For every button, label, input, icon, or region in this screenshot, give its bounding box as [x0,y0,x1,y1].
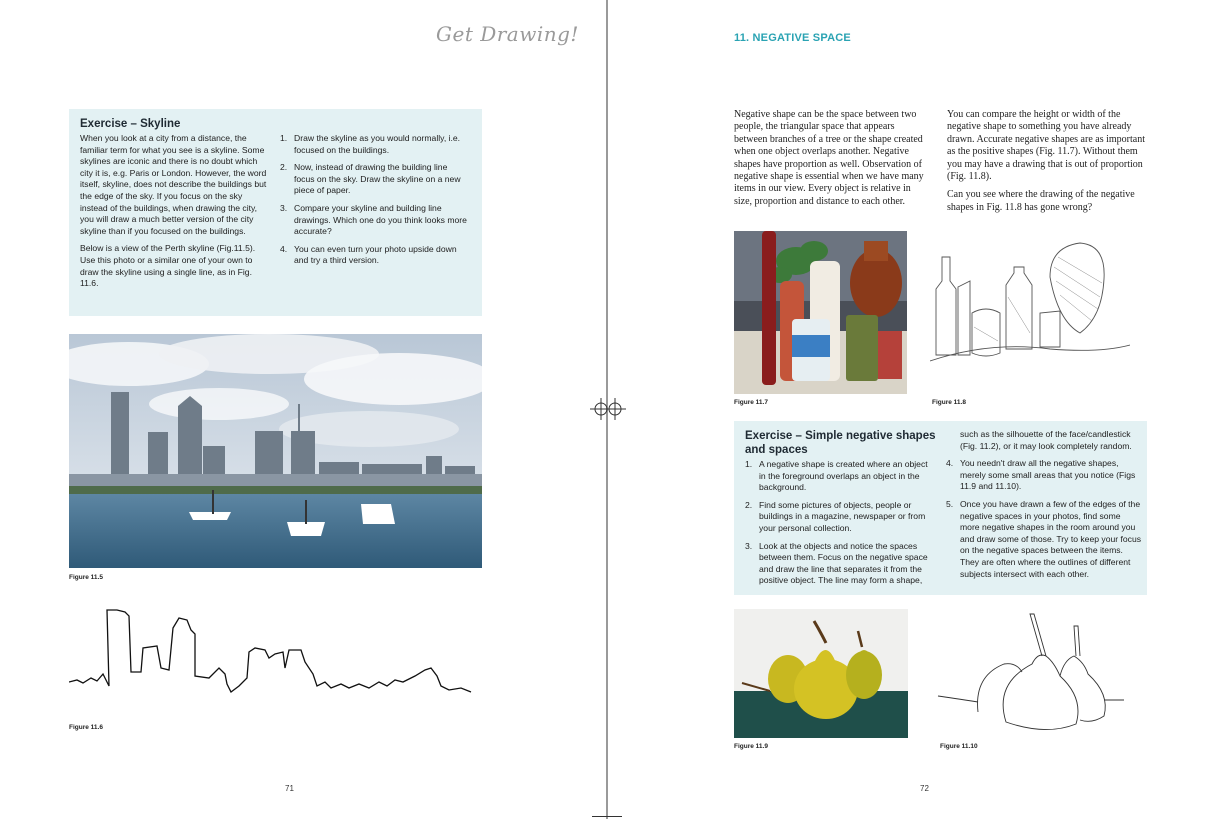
page-number: 72 [920,784,929,793]
exercise-steps [280,133,470,273]
figure-caption: Figure 11.8 [932,399,966,406]
intro-paragraph: When you look at a city from a distance, the familiar term for what you see is a skyline. Some skylines are iconic and there is no doubt which city it is, e.g. Paris or London. However, the word itself, skyline, does not describe the buildings but the edge of the sky. If you focus on the sky instead of the buildings, when drawing the city, you will draw a much better version of the city skyline than if you focused on the buildings. [80,133,267,236]
registration-mark-icon [604,398,626,420]
list-item: 3. Look at the objects and notice the spaces between them. Focus on the negative space and draw the line that separates it from the positive object. The line may form a shape, [745,540,928,586]
figure-caption: Figure 11.10 [940,743,978,750]
body-paragraph: Can you see where the drawing of the negative shapes in Fig. 11.8 has gone wrong? [947,189,1135,213]
exercise-title: Exercise – Skyline [80,118,181,130]
exercise-steps-continued [946,429,1142,586]
body-column-right [947,109,1147,220]
list-item: 4. You can even turn your photo upside down and try a third version. [280,243,457,266]
pears-photo [734,609,908,738]
pears-line-drawing [934,612,1128,740]
list-item: 5. Once you have drawn a few of the edges of the negative spaces in your photos, find some more negative shapes in the room around you and draw some of those. Try to keep your focus on the negative spaces between the items. They are often where the outlines of different subjects intersect with each other. [946,498,1142,579]
body-paragraph: Negative shape can be the space between two people, the triangular space that appears between branches of a tree or the shape created when one object overlaps another. Negative shapes have proportion as well. Observation of negative shape is essential when we have many items in our view. Every object is relative in size, proportion and distance to each other. [734,109,924,207]
body-paragraph: You can compare the height or width of the negative shape to something you have already drawn. Accurate negative shapes are as important as the positive shapes (Fig. 11.7). Without them you may have a drawing that is out of proportion (Fig. 11.8). [947,109,1145,183]
exercise-box-skyline [69,109,482,316]
figure-caption: Figure 11.5 [69,574,103,581]
list-item: 2. Now, instead of drawing the building line focus on the sky. Draw the skyline on a new piece of paper. [280,162,461,196]
list-item: 4. You needn't draw all the negative shapes, merely some small areas that you notice (Figs 11.9 and 11.10). [946,458,1136,492]
exercise-steps [946,458,1142,580]
exercise-box-negative-shapes [734,421,1147,595]
brand-logo: Get Drawing! [436,22,579,46]
figure-caption: Figure 11.9 [734,743,768,750]
list-item: 1. Draw the skyline as you would normally, i.e. focused on the buildings. [280,133,461,155]
list-item: 3. Compare your skyline and building line drawings. Which one do you think looks more accurate? [280,202,467,237]
skyline-line-drawing [69,606,475,708]
still-life-sketch [930,237,1130,367]
body-column-left [734,109,930,214]
list-item: 1. A negative shape is created where an object in the foreground overlaps an object in the background. [745,459,928,493]
exercise-title: Exercise – Simple negative shapes and spaces [745,430,936,456]
figure-caption: Figure 11.7 [734,399,768,406]
step-continuation: such as the silhouette of the face/candlestick (Fig. 11.2), or it may look completely random. [960,429,1132,451]
exercise-intro [80,133,270,296]
figure-caption: Figure 11.6 [69,724,103,731]
intro-paragraph: Below is a view of the Perth skyline (Fig.11.5). Use this photo or a similar one of your own to draw the skyline using a single line, as in Fig. 11.6. [80,243,256,289]
still-life-photo [734,231,907,394]
exercise-steps [745,459,935,593]
crop-mark [592,816,622,817]
chapter-heading: 11. NEGATIVE SPACE [734,32,851,44]
list-item: 2. Find some pictures of objects, people or buildings in a magazine, newspaper or from your personal collection. [745,499,926,533]
skyline-photo [69,334,482,568]
page-number: 71 [285,784,294,793]
